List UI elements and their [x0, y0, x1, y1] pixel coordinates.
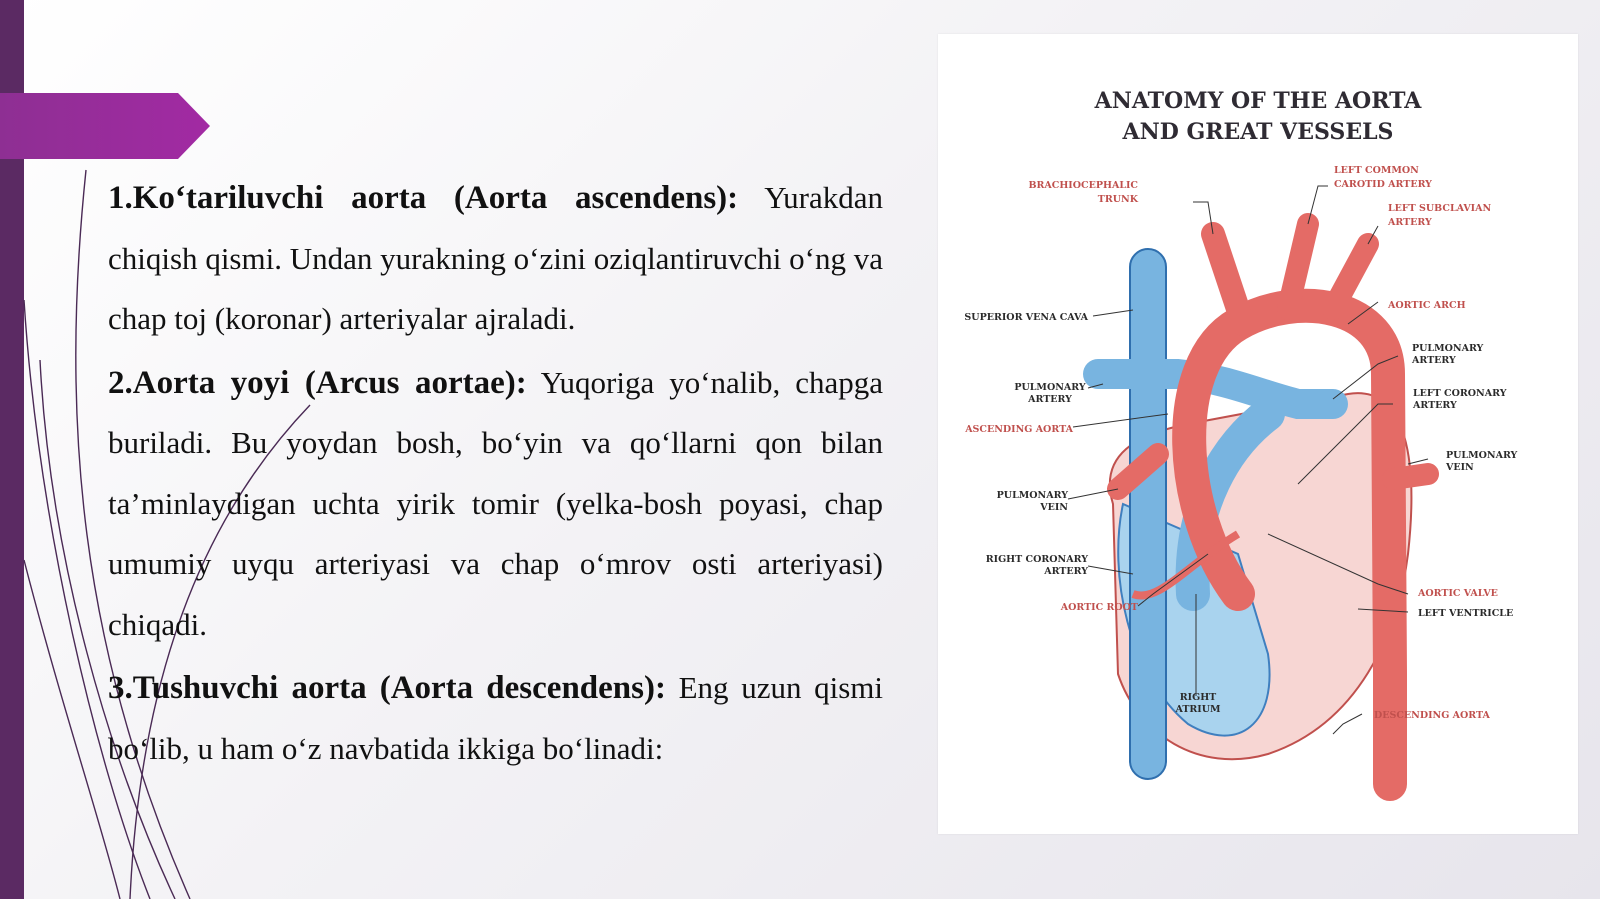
label-descending-aorta: DESCENDING AORTA — [1374, 710, 1490, 721]
label-pulmonary-vein-left: PULMONARY — [996, 490, 1068, 501]
label-left-subclavian-2: ARTERY — [1388, 217, 1432, 228]
label-pulmonary-artery-left: PULMONARY — [1014, 382, 1086, 393]
figure-title-line1: ANATOMY OF THE AORTA — [1094, 88, 1422, 114]
label-left-ventricle: LEFT VENTRICLE — [1418, 608, 1514, 619]
label-right-atrium-2: ATRIUM — [1175, 704, 1221, 715]
brachiocephalic-trunk-shape — [1213, 234, 1243, 324]
superior-vena-cava-shape — [1130, 249, 1166, 779]
label-pulmonary-artery-right: PULMONARY — [1412, 343, 1484, 354]
label-aortic-root: AORTIC ROOT — [1060, 602, 1138, 613]
label-left-common-carotid: LEFT COMMON — [1334, 165, 1419, 176]
paragraph-body: Yuqoriga yo‘nalib, chapga buriladi. Bu yoydan bosh, bo‘yin va qo‘llarni qon bilan ta’minlaydigan uchta yirik tomir (yelka-bosh poyasi, chap umumiy uyqu arteriyasi va chap o‘mrov osti arteriyasi) chiqadi. — [108, 364, 883, 642]
label-pulmonary-artery-right-2: ARTERY — [1412, 355, 1456, 366]
paragraph-heading: 2.Aorta yoyi (Arcus aortae): — [108, 364, 527, 401]
slide-body-text — [108, 168, 883, 779]
title-arrow-tab — [0, 93, 210, 159]
paragraph-heading: 1.Ko‘tariluvchi aorta (Aorta ascendens): — [108, 180, 739, 216]
label-superior-vena-cava: SUPERIOR VENA CAVA — [964, 312, 1088, 323]
label-brachiocephalic-trunk: BRACHIOCEPHALIC — [1028, 180, 1138, 191]
label-brachiocephalic-trunk-2: TRUNK — [1097, 194, 1138, 205]
paragraph-body: Eng uzun qismi bo‘lib, u ham o‘z navbatida ikkiga bo‘linadi: — [108, 670, 883, 766]
paragraph-heading: 3.Tushuvchi aorta (Aorta descendens): — [108, 670, 666, 706]
label-right-coronary-artery-2: ARTERY — [1044, 566, 1088, 577]
label-ascending-aorta: ASCENDING AORTA — [965, 424, 1073, 435]
label-right-coronary-artery: RIGHT CORONARY — [985, 554, 1088, 565]
label-pulmonary-vein-left-2: VEIN — [1040, 502, 1068, 513]
label-left-common-carotid-2: CAROTID ARTERY — [1334, 179, 1432, 190]
heart-diagram — [938, 34, 1578, 834]
paragraph-body: Yurakdan chiqish qismi. Undan yurakning o‘zini oziqlantiruvchi o‘ng va chap toj (koronar) arteriyalar ajraladi. — [108, 180, 883, 336]
label-aortic-arch: AORTIC ARCH — [1388, 300, 1466, 311]
label-left-subclavian: LEFT SUBCLAVIAN — [1388, 203, 1492, 214]
label-aortic-valve: AORTIC VALVE — [1418, 588, 1498, 599]
figure-title-line2: AND GREAT VESSELS — [1122, 119, 1394, 145]
label-left-coronary-artery: LEFT CORONARY — [1413, 388, 1507, 399]
pulmonary-vein-right-shape — [1393, 474, 1428, 479]
left-subclavian-shape — [1333, 244, 1368, 309]
label-right-atrium: RIGHT — [1179, 692, 1217, 703]
aorta-anatomy-figure — [938, 34, 1578, 834]
paragraph-descending-aorta — [108, 658, 883, 779]
label-pulmonary-vein-right: PULMONARY — [1446, 450, 1518, 461]
paragraph-ascending-aorta — [108, 168, 883, 350]
label-pulmonary-artery-left-2: ARTERY — [1028, 394, 1072, 405]
label-pulmonary-vein-right-2: VEIN — [1446, 462, 1474, 473]
paragraph-aortic-arch — [108, 353, 883, 656]
label-left-coronary-artery-2: ARTERY — [1413, 400, 1457, 411]
